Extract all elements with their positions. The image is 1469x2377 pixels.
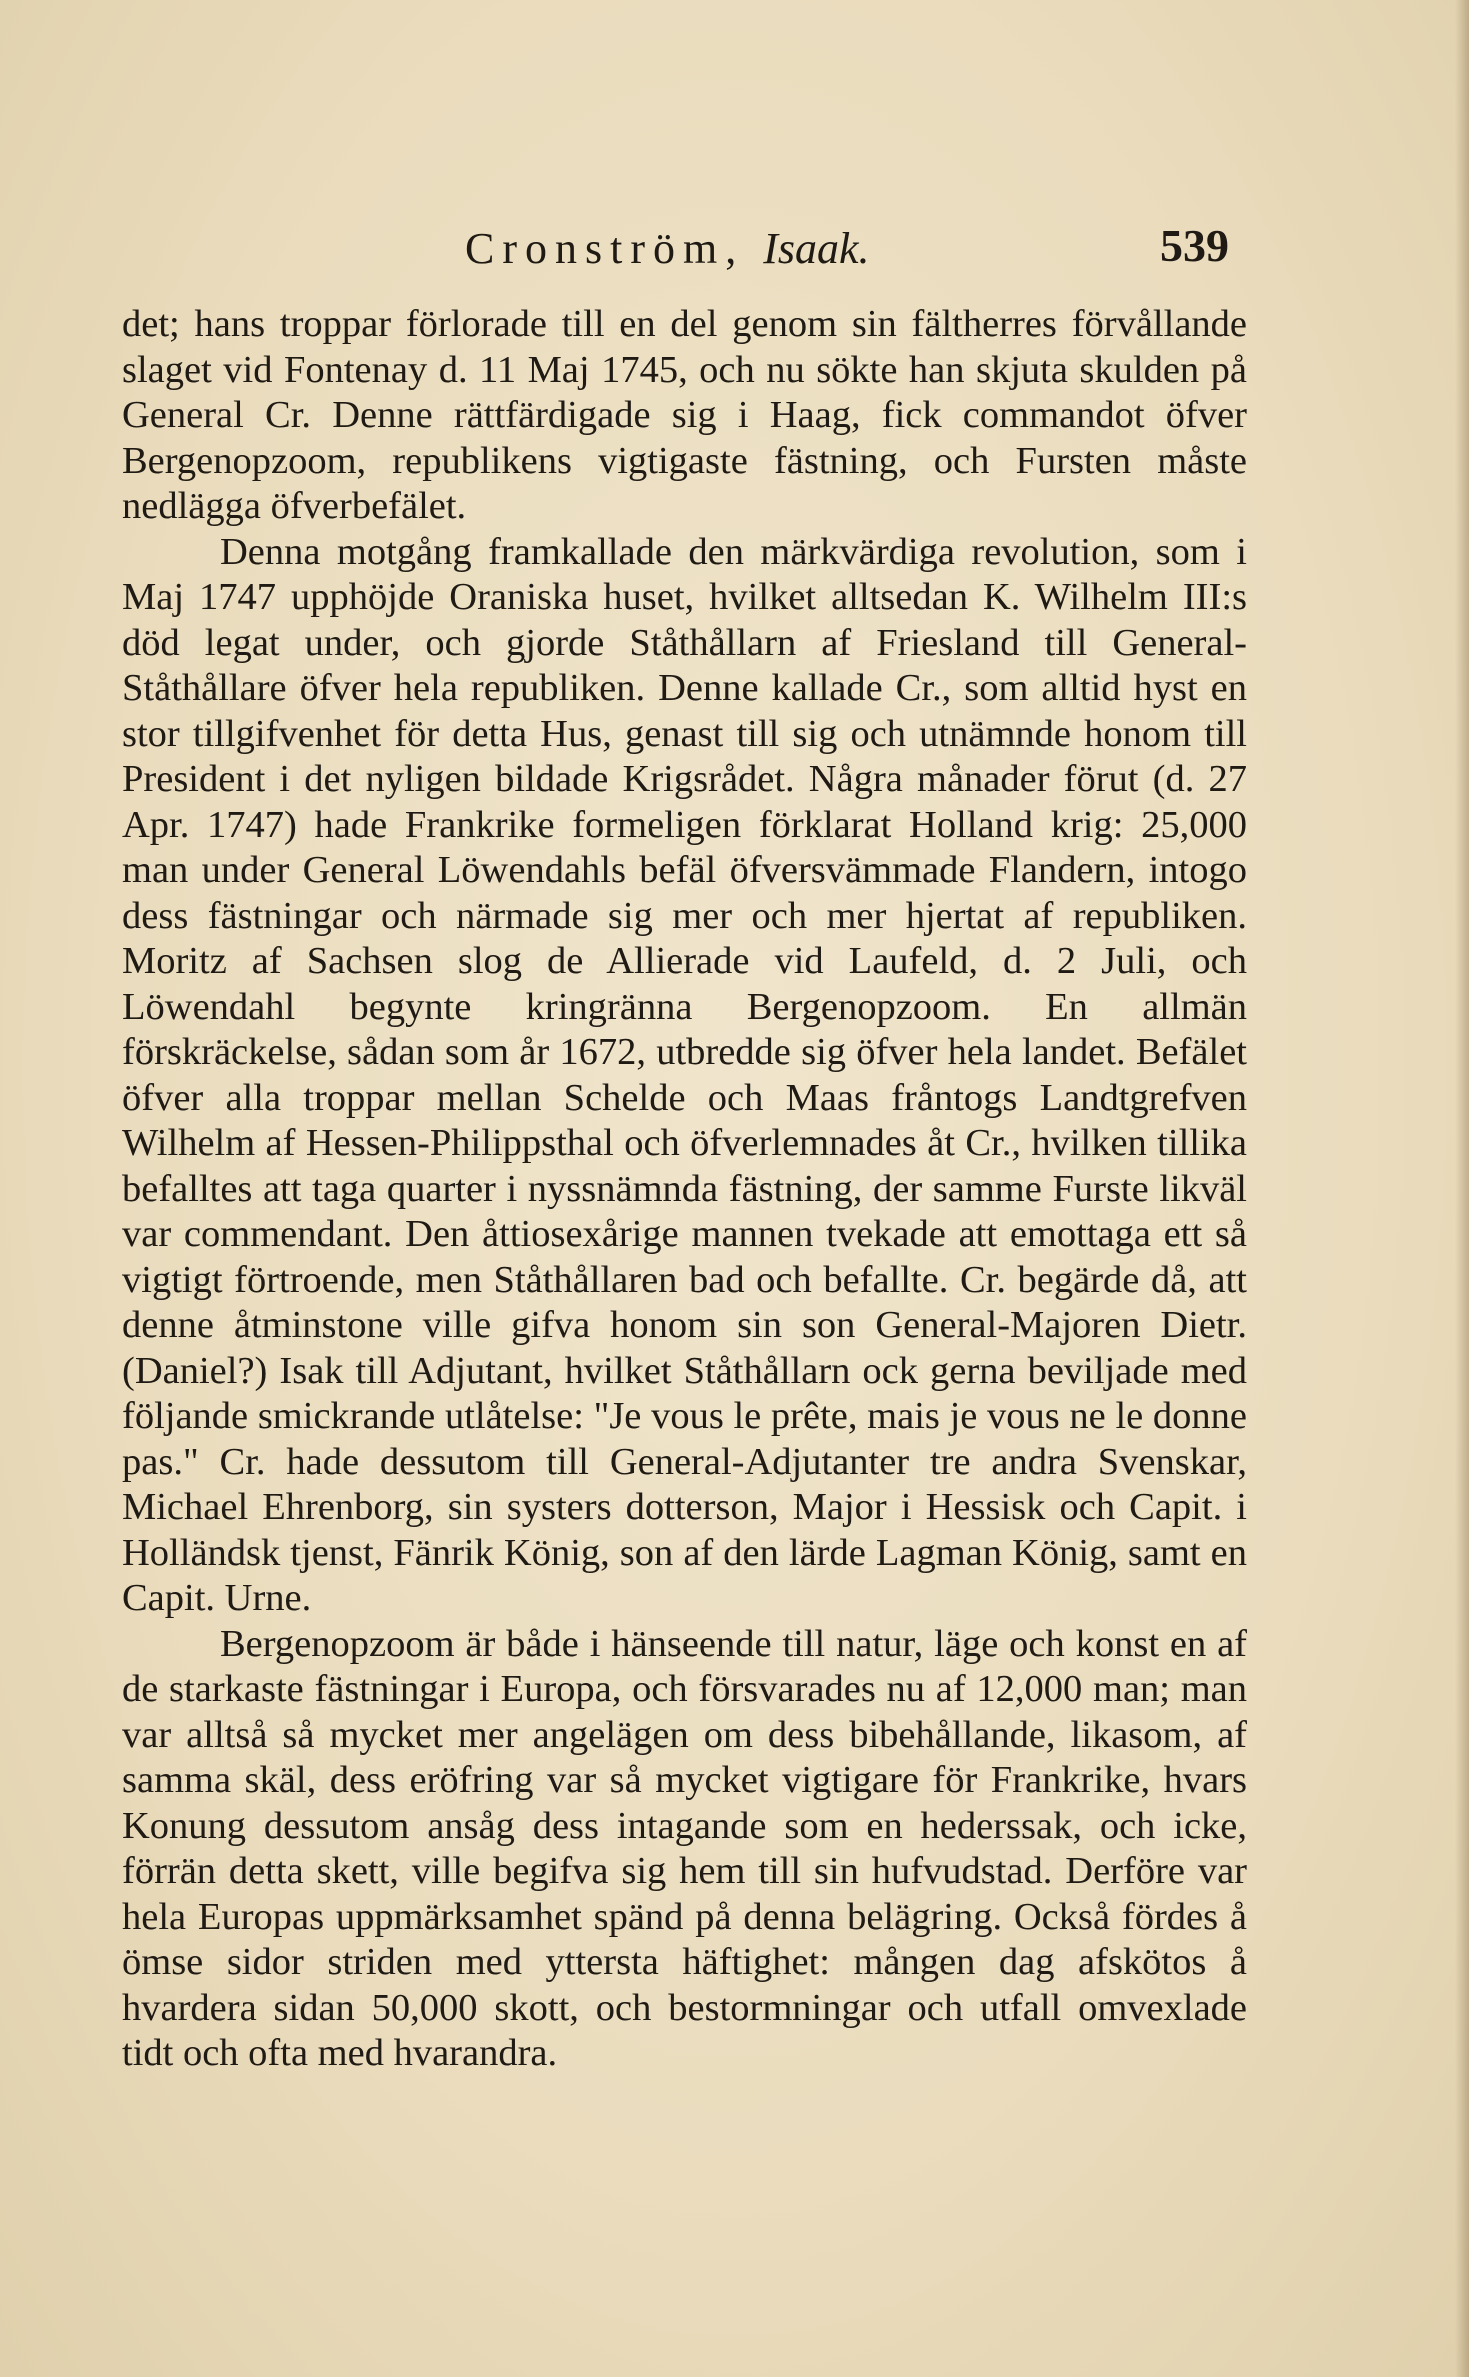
paragraph-continued: det; hans troppar förlorade till en del genom sin fältherres förvållande slaget vid Fontenay d. 11 Maj 1745, och nu sökte han skjuta skulden på General Cr. Denne rättfärdigade sig i Haag, fick commandot öfver Bergenopzoom, republikens vigtigaste fästning, och Fursten måste nedlägga öfverbefälet. xyxy=(122,303,1247,527)
page-number: 539 xyxy=(1160,220,1229,271)
running-head-name: Cronström, xyxy=(465,224,745,273)
paragraph-revolution: Denna motgång framkallade den märkvärdiga revolution, som i Maj 1747 upphöjde Oraniska huset, hvilket alltsedan K. Wilhelm III:s död legat under, och gjorde Ståthållarn af Friesland till General-Ståthållare öfver hela republiken. Denne kallade Cr., som alltid hyst en stor tillgifvenhet för detta Hus, genast till sig och utnämnde honom till President i det nyligen bildade Krigsrådet. Några månader förut (d. 27 Apr. 1747) hade Frankrike formeligen förklarat Holland krig: 25,000 man under General Löwendahls befäl öfversvämmade Flandern, intogo dess fästningar och närmade sig mer och mer hjertat af republiken. Moritz af Sachsen slog de Allierade vid Laufeld, d. 2 Juli, och Löwendahl begynte kringränna Bergenopzoom. En allmän förskräckelse, sådan som år 1672, utbredde sig öfver hela landet. Befälet öfver alla troppar mellan Schelde och Maas fråntogs Landtgrefven Wilhelm af Hessen-Philippsthal och öfverlemnades åt Cr., hvilken tillika befalltes att taga quarter i nyssnämnda fästning, der samme Furste likväl var commendant. Den åttiosexårige mannen tvekade att emottaga ett så vigtigt förtroende, men Ståthållaren bad och befallte. Cr. begärde då, att denne åtminstone ville gifva honom sin son General-Majoren Dietr. (Daniel?) Isak till Adjutant, hvilket Ståthållarn ock gerna beviljade med följande smickrande utlåtelse: "Je vous le prête, mais je vous ne le donne pas." Cr. hade dessutom till General-Adjutanter tre andra Svenskar, Michael Ehrenborg, sin systers dotterson, Major i Hessisk och Capit. i Holländsk tjenst, Fänrik König, son af den lärde Lagman König, samt en Capit. Urne. xyxy=(122,530,1247,1619)
paragraph-bergenopzoom: Bergenopzoom är både i hänseende till natur, läge och konst en af de starkaste fästningar i Europa, och försvarades nu af 12,000 man; man var alltså så mycket mer angelägen om dess bibehållande, likasom, af samma skäl, dess eröfring var så mycket vigtigare för Frankrike, hvars Konung dessutom ansåg dess intagande som en hederssak, och icke, förrän detta skett, ville begifva sig hem till sin hufvudstad. Derföre var hela Europas uppmärksamhet spänd på denna belägring. Också fördes å ömse sidor striden med yttersta häftighet: mången dag afskötos å hvardera sidan 50,000 skott, och bestormningar och utfall omvexlade tidt och ofta med hvarandra. xyxy=(122,1622,1247,2074)
running-head-given-name: Isaak. xyxy=(763,224,870,273)
running-head xyxy=(465,223,870,274)
body-text xyxy=(122,302,1247,2077)
page-header xyxy=(0,205,1469,275)
page-edge-shadow xyxy=(1455,0,1469,2377)
